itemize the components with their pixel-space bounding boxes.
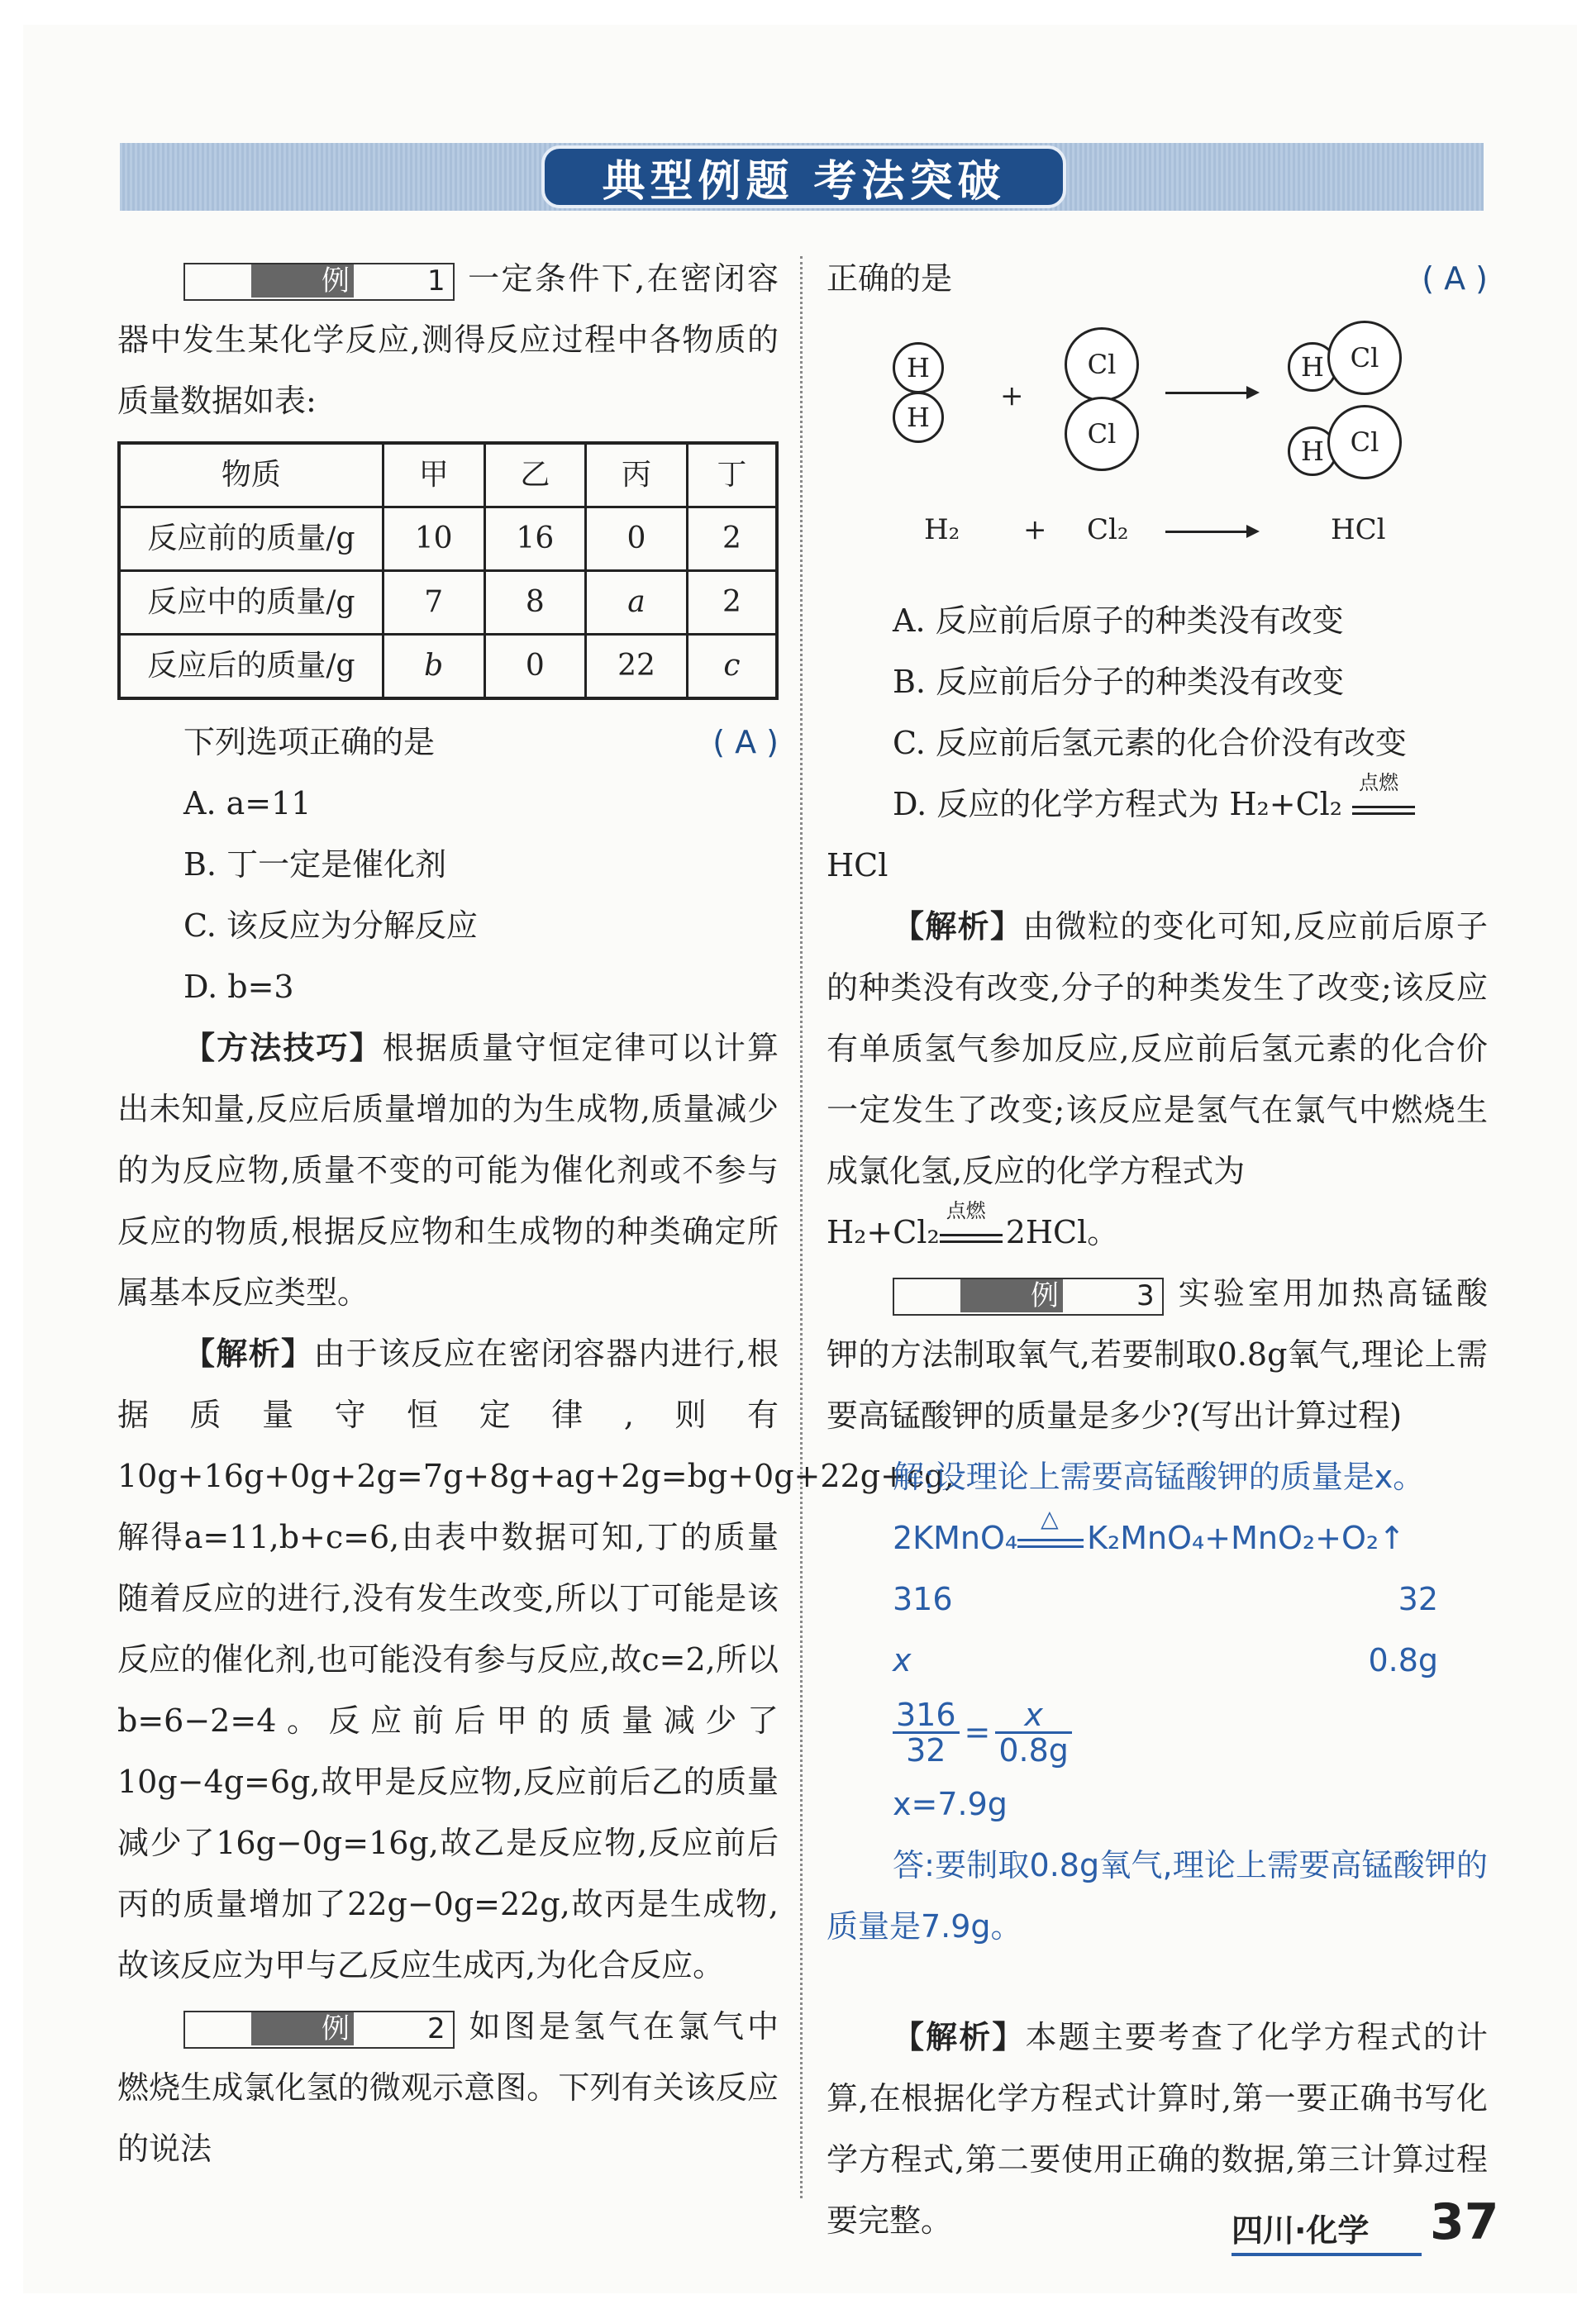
option-b: B. 反应前后分子的种类没有改变 [893,664,1345,700]
method-tips: 【方法技巧】根据质量守恒定律可以计算出未知量,反应后质量增加的为生成物,质量减少的为反应物,质量不变的可能为催化剂或不参与反应的物质,根据反应物和生成物的种类确定所属基本反应类型。 [117,1030,779,1311]
table-header-cell: 丙 [586,443,688,507]
example-2-analysis: 【解析】由微粒的变化可知,反应前后原子的种类没有改变,分子的种类发生了改变;该反应有单质氢气参加反应,反应前后氢元素的化合价一定发生了改变;该反应是氢气在氯气中燃烧生成氯化氢,反应的化学方程式为 [827,908,1488,1189]
example-2-equation: H₂+Cl₂ 点燃 2HCl。 [827,1198,1119,1250]
option-b: B. 丁一定是催化剂 [183,846,447,883]
example-1-answer: ( A ) [712,724,779,760]
table-cell: 反应中的质量/g [119,571,383,635]
example-3-stem: 例 3 实验室用加热高锰酸钾的方法制取氧气,若要制取0.8g氧气,理论上需要高锰酸钾的质量是多少?(写出计算过程) [827,1275,1488,1434]
example-2-stem: 例 2 如图是氢气在氯气中燃烧生成氯化氢的微观示意图。下列有关该反应的说法 [117,2008,779,2167]
table-cell: b [383,635,484,699]
solution-intro: 解:设理论上需要高锰酸钾的质量是x。 [893,1459,1425,1495]
table-cell: 2 [687,507,777,571]
cl-atom: Cl [1065,327,1139,402]
solution-equation: 2KMnO₄ △ K₂MnO₄+MnO₂+O₂↑ [893,1504,1405,1556]
option-d-continued: HCl [827,847,889,883]
table-cell: 8 [484,571,586,635]
page-number: 37 [1430,2193,1499,2251]
option-c: C. 反应前后氢元素的化合价没有改变 [893,725,1407,761]
cl-atom: Cl [1327,405,1402,479]
label-h2: H₂ [924,513,960,546]
table-cell: a [586,571,688,635]
option-a: A. 反应前后原子的种类没有改变 [893,602,1344,639]
example-2-question: 正确的是 ( A ) [827,248,1488,309]
table-cell: 7 [383,571,484,635]
reaction-condition: 点燃 [1352,791,1418,824]
table-row [119,507,777,571]
table-row [119,571,777,635]
example-3-label: 例 3 [893,1278,1164,1316]
page-footer [1232,2193,1499,2264]
table-header-row [119,443,777,507]
table-cell: 反应前的质量/g [119,507,383,571]
mass-table [117,441,779,700]
h-atom: H [1288,342,1337,392]
table-cell: 0 [586,507,688,571]
solution-result: x=7.9g [893,1786,1008,1822]
table-row [119,635,777,699]
cl-atom: Cl [1327,321,1402,395]
plus-sign: + [1000,379,1024,412]
footer-label: 四川·化学 [1232,2212,1370,2249]
solution-conclusion: 答:要制取0.8g氧气,理论上需要高锰酸钾的质量是7.9g。 [827,1847,1488,1945]
option-d: D. b=3 [183,969,294,1005]
table-cell: 反应后的质量/g [119,635,383,699]
example-1-analysis: 【解析】由于该反应在密闭容器内进行,根据质量守恒定律,则有10g+16g+0g+2g=7g+8g+ag+2g=bg+0g+22g+cg,解得a=11,b+c=6,由表中数据可知,丁的质量随着反应的进行,没有发生改变,所以丁可能是该反应的催化剂,也可能没有参与反应,故c=2,所以b=6−2=4。反应前后甲的质量减少了10g−4g=6g,故甲是反应物,反应前后乙的质量减少了16g−0g=16g,故乙是反应物,反应前后丙的质量增加了22g−0g=22g,故丙是生成物,故该反应为甲与乙反应生成丙,为化合反应。 [117,1336,955,1983]
h-atom: H [893,342,944,393]
ratio-row: 316 32 [893,1581,1438,1617]
table-header-cell: 物质 [119,443,383,507]
label-cl2: Cl₂ [1087,513,1129,546]
h-atom: H [1288,426,1337,476]
option-a: A. a=11 [183,785,312,821]
reaction-arrow [1165,392,1256,394]
table-cell: 16 [484,507,586,571]
cl-atom: Cl [1065,397,1139,471]
table-header-cell: 丁 [687,443,777,507]
equation-arrow [1165,531,1256,533]
example-2-answer: ( A ) [1422,260,1488,297]
molecule-diagram [827,309,1488,623]
table-cell: c [687,635,777,699]
table-header-cell: 甲 [383,443,484,507]
proportion: $\frac{316}{32}$ = $\frac{x}{0.8g}$ [827,1691,1488,1774]
h-atom: H [893,392,944,443]
option-c: C. 该反应为分解反应 [183,907,478,944]
right-column [827,248,1488,2251]
section-title: 典型例题 考法突破 [541,145,1066,208]
example-1-label: 例 1 [183,263,455,301]
footer-underline [1232,2253,1422,2256]
example-1-question: 下列选项正确的是 ( A ) [117,712,779,773]
table-cell: 0 [484,635,586,699]
label-plus: + [1023,513,1047,546]
example-2-label: 例 2 [183,2011,455,2049]
table-cell: 22 [586,635,688,699]
table-cell: 10 [383,507,484,571]
table-header-cell: 乙 [484,443,586,507]
table-cell: 2 [687,571,777,635]
example-1-stem: 例 1 一定条件下,在密闭容器中发生某化学反应,测得反应过程中各物质的质量数据如表: [117,260,779,419]
column-divider [800,256,803,2198]
label-hcl: HCl [1331,513,1386,546]
option-d: D. 反应的化学方程式为 H₂+Cl₂ 点燃 [827,774,1488,835]
example-3-analysis: 【解析】本题主要考查了化学方程式的计算,在根据化学方程式计算时,第一要正确书写化学方程式,第二要使用正确的数据,第三计算过程要完整。 [827,2019,1488,2239]
variable-row: x 0.8g [893,1642,1438,1678]
